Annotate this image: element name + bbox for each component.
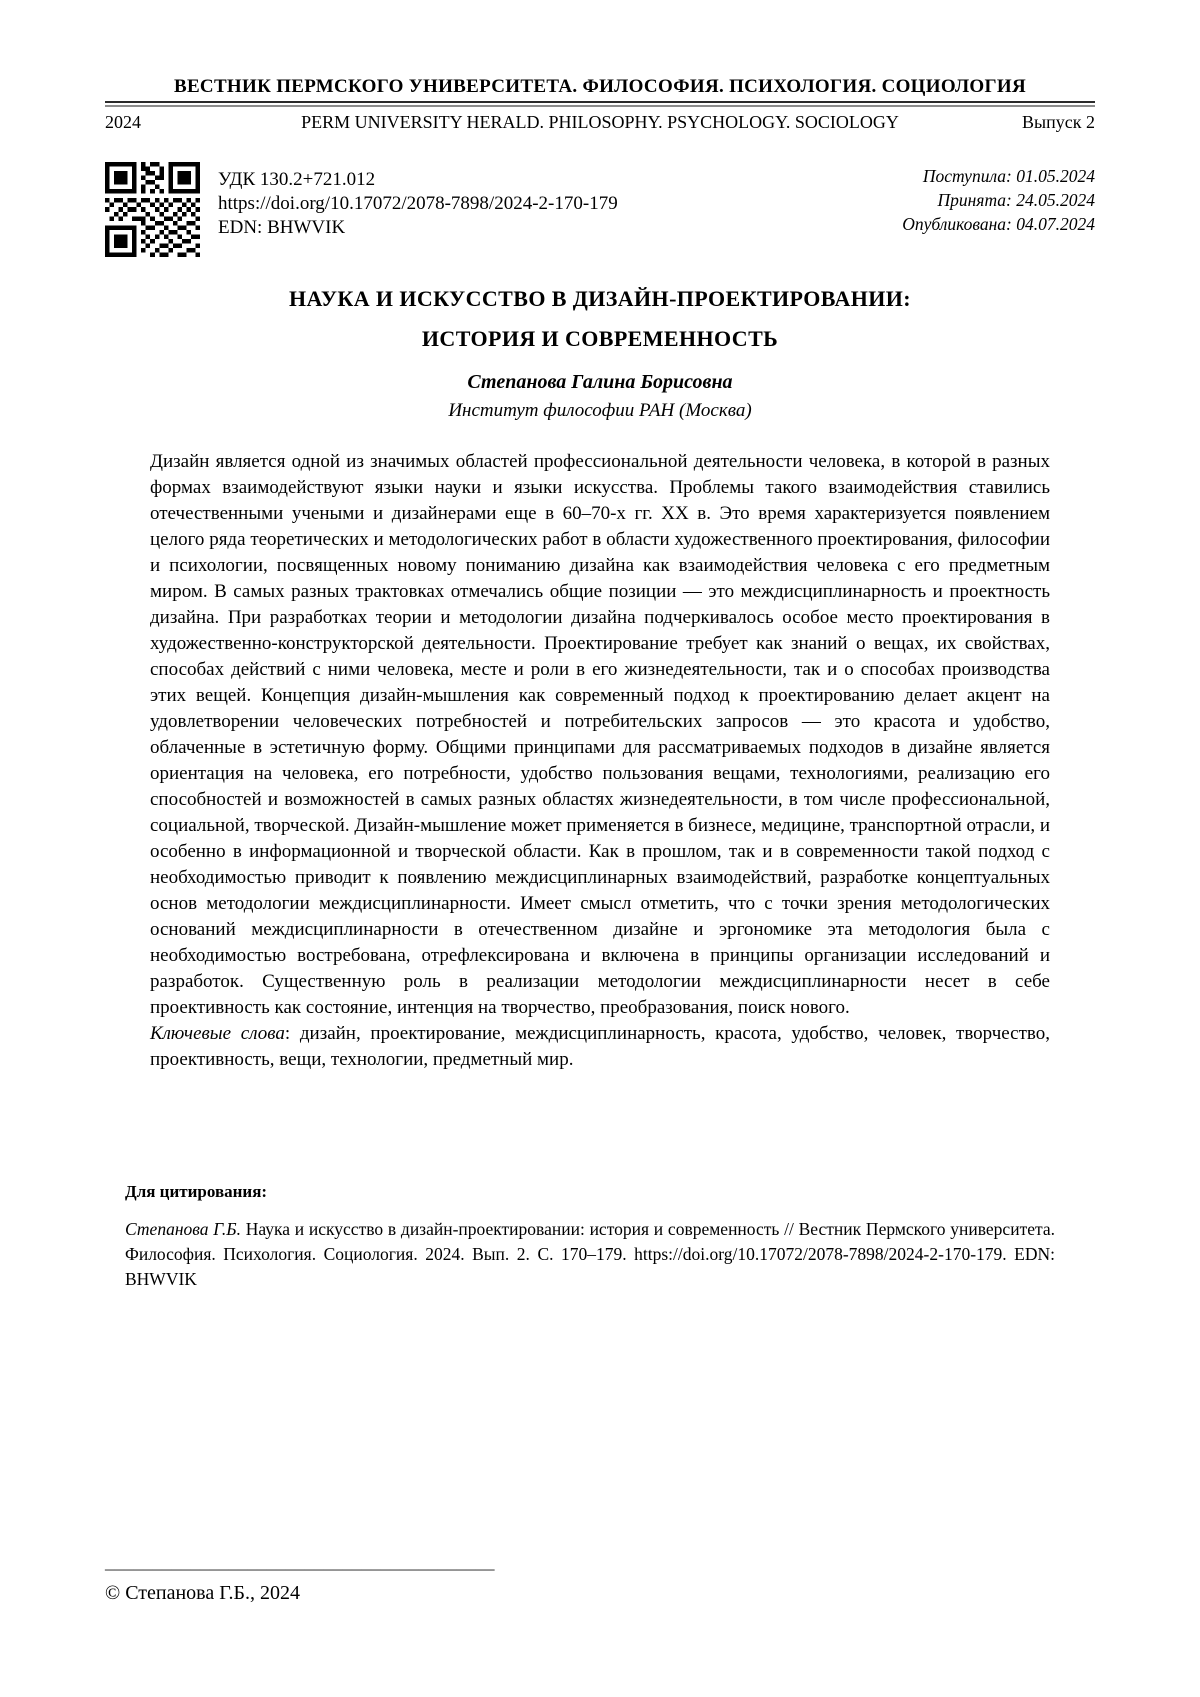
citation-text	[125, 1217, 1055, 1292]
author-name: Степанова Галина Борисовна	[467, 371, 733, 393]
article-title-line2: ИСТОРИЯ И СОВРЕМЕННОСТЬ	[421, 326, 779, 351]
issue-label: Выпуск 2	[1022, 112, 1095, 132]
udc-number: УДК 130.2+721.012	[218, 169, 376, 190]
article-title-line1: НАУКА И ИСКУССТВО В ДИЗАЙН-ПРОЕКТИРОВАНИИ:	[288, 286, 912, 311]
edn-code: EDN: BHWVIK	[218, 217, 346, 238]
journal-header-row	[105, 110, 1095, 134]
published-date: Опубликована: 04.07.2024	[902, 214, 1095, 234]
header-rule	[105, 101, 1095, 107]
citation-section	[125, 1181, 1055, 1292]
keywords-line	[150, 1021, 1050, 1073]
journal-year: 2024	[105, 112, 141, 132]
article-title	[105, 279, 1095, 359]
citation-body: Наука и искусство в дизайн-проектировании: история и современность // Вестник Пермского университета. Философия. Психология. Социология. 2024. Вып. 2. С. 170–179. https://doi.org/10.17072/2078-7898/2024-2-170-179. EDN: BHWVIK	[125, 1219, 1055, 1289]
keywords-label: Ключевые слова	[150, 1023, 285, 1044]
article-identifiers	[218, 162, 618, 240]
abstract-block	[150, 449, 1050, 1073]
keywords-text: : дизайн, проектирование, междисциплинарность, красота, удобство, человек, творчество, проективность, вещи, технологии, предметный мир.	[150, 1023, 1050, 1070]
page-footer	[105, 1553, 495, 1606]
abstract-text: Дизайн является одной из значимых областей профессиональной деятельности человека, в которой в разных формах взаимодействуют языки науки и языки искусства. Проблемы такого взаимодействия ставились отечественными учеными и дизайнерами еще в 60–70-х гг. XX в. Это время характеризуется появлением целого ряда теоретических и методологических работ в области художественного проектирования, философии и психологии, посвященных новому пониманию дизайна как взаимодействия человека с его предметным миром. В самых разных трактовках отмечались общие позиции — это междисциплинарность и проектность дизайна. При разработках теории и методологии дизайна подчеркивалось особое место проектирования в художественно-конструкторской деятельности. Проектирование требует как знаний о вещах, их свойствах, способах действий с ними человека, месте и роли в его жизнедеятельности, так и о способах производства этих вещей. Концепция дизайн-мышления как современный подход к проектированию делает акцент на удовлетворении человеческих потребностей и потребительских запросов — это красота и удобство, облаченные в эстетичную форму. Общими принципами для рассматриваемых подходов в дизайне является ориентация на человека, его потребности, удобство пользования вещами, технологиями, реализацию его способностей и возможностей в самых разных областях жизнедеятельности, в том числе профессиональной, социальной, творческой. Дизайн-мышление может применяется в бизнесе, медицине, транспортной отрасли, и особенно в информационной и творческой области. Как в прошлом, так и в современности такой подход с необходимостью приводит к появлению междисциплинарных взаимодействий, разработке концептуальных основ методологии междисциплинарности. Имеет смысл отметить, что с точки зрения методологических оснований междисциплинарности в отечественном дизайне и эргономике эта методология была с необходимостью востребована, отрефлексирована и включена в принципы организации исследований и разработок. Существенную роль в реализации методологии междисциплинарности несет в себе проективность как состояние, интенция на творчество, преобразования, поиск нового.	[150, 451, 1050, 1018]
journal-title-en: PERM UNIVERSITY HERALD. PHILOSOPHY. PSYCHOLOGY. SOCIOLOGY	[301, 112, 899, 132]
accepted-date: Принята: 24.05.2024	[937, 190, 1095, 210]
citation-heading: Для цитирования:	[125, 1182, 268, 1201]
received-date: Поступила: 01.05.2024	[922, 166, 1095, 186]
doi-link: https://doi.org/10.17072/2078-7898/2024-2-170-179	[218, 193, 618, 214]
author-affiliation: Институт философии РАН (Москва)	[448, 400, 752, 421]
copyright-line: © Степанова Г.Б., 2024	[105, 1582, 301, 1604]
citation-author: Степанова Г.Б.	[125, 1219, 241, 1239]
article-meta-row	[105, 162, 1095, 257]
journal-title-ru: ВЕСТНИК ПЕРМСКОГО УНИВЕРСИТЕТА. ФИЛОСОФИЯ. ПСИХОЛОГИЯ. СОЦИОЛОГИЯ	[173, 76, 1026, 97]
article-dates	[902, 162, 1095, 236]
footer-divider: _________________________________________	[105, 1552, 495, 1573]
qr-code-icon	[105, 162, 200, 257]
